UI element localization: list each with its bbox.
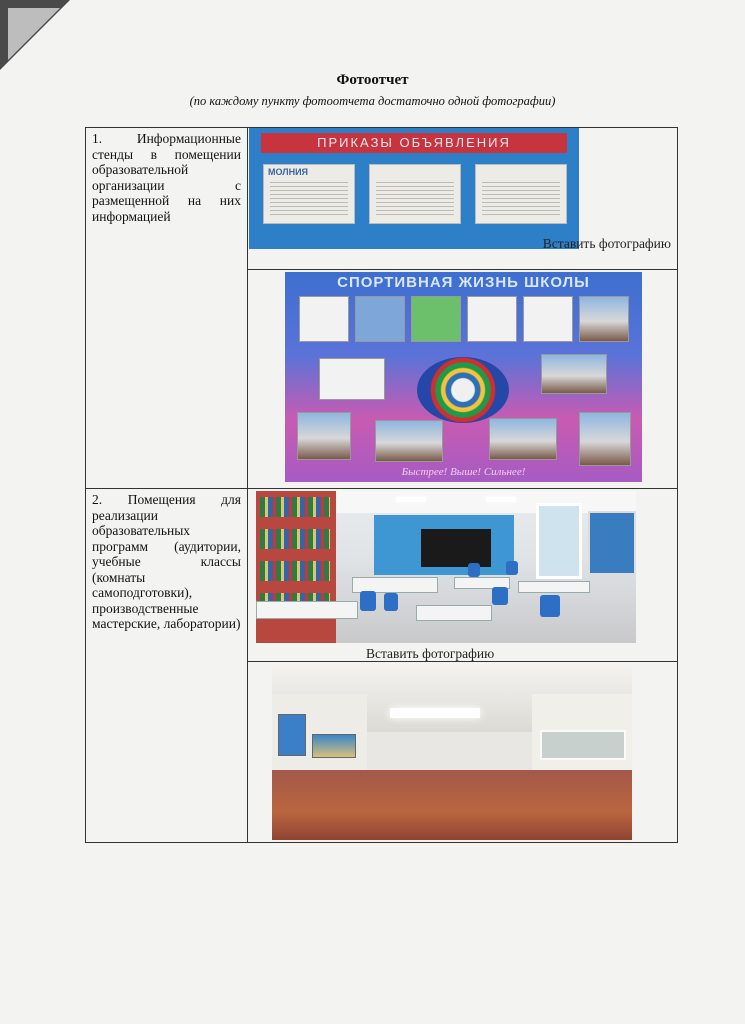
photo-cell: [248, 128, 678, 270]
notice-board-header: ПРИКАЗЫ ОБЪЯВЛЕНИЯ: [261, 133, 567, 153]
photo-cell: [248, 489, 678, 662]
page-subtitle: (по каждому пункту фотоотчета достаточно одной фотографии): [189, 94, 556, 108]
photo-cell: [248, 270, 678, 489]
item-1-label: 1. Информационные стенды в помещении образовательной организации с размещенной на них информацией: [92, 131, 241, 224]
table-row: [86, 489, 678, 662]
notice-board-photo: [249, 128, 579, 249]
notice-sheet: [475, 164, 567, 224]
notice-sheet: МОЛНИЯ: [263, 164, 355, 224]
sports-stand-header: СПОРТИВНАЯ ЖИЗНЬ ШКОЛЫ: [337, 274, 590, 291]
notice-sheet: [369, 164, 461, 224]
insert-photo-caption: Вставить фотографию: [542, 236, 671, 251]
item-2-label: 2. Помещения для реализации образовательных программ (аудитории, учебные классы (комнаты самоподготовки), производственные мастерские, лаборатории): [92, 492, 241, 631]
school-emblem: [417, 357, 509, 423]
bookshelf: [256, 491, 336, 643]
classroom-photo: [256, 491, 636, 643]
page-title: Фотоотчет: [336, 72, 409, 88]
row-label-cell: [86, 128, 248, 489]
row-label-cell: [86, 489, 248, 843]
interactive-board: [421, 529, 491, 567]
page-fold-corner-shade: [8, 8, 60, 60]
photo-cell: [248, 662, 678, 843]
insert-photo-caption: Вставить фотографию: [366, 646, 495, 661]
sports-stand-photo: [285, 272, 642, 482]
sports-stand-motto: Быстрее! Выше! Сильнее!: [401, 466, 526, 478]
table-row: [86, 128, 678, 270]
photo-report-table: [85, 127, 678, 843]
corridor-photo: [272, 664, 632, 840]
